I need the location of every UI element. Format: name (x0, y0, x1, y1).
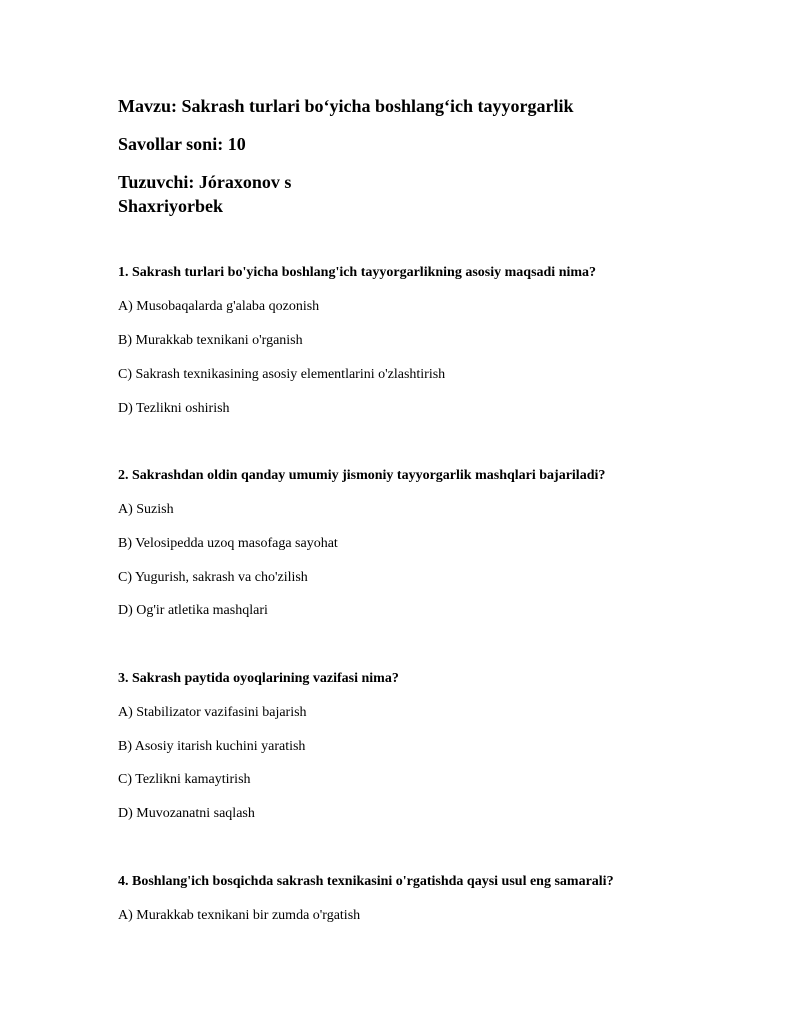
question-2-option-d: D) Og'ir atletika mashqlari (118, 603, 268, 618)
question-3-option-d: D) Muvozanatni saqlash (118, 806, 255, 821)
question-2-option-b: B) Velosipedda uzoq masofaga sayohat (118, 536, 338, 551)
question-2-text: 2. Sakrashdan oldin qanday umumiy jismoniy tayyorgarlik mashqlari bajariladi? (118, 468, 606, 483)
question-4-option-a: A) Murakkab texnikani bir zumda o'rgatish (118, 908, 361, 923)
question-1-option-b: B) Murakkab texnikani o'rganish (118, 333, 303, 348)
question-1-text: 1. Sakrash turlari bo'yicha boshlang'ich tayyorgarlikning asosiy maqsadi nima? (118, 265, 597, 280)
question-count-heading: Savollar soni: 10 (118, 134, 246, 154)
question-3-text: 3. Sakrash paytida oyoqlarining vazifasi nima? (118, 671, 399, 686)
question-2-option-c: C) Yugurish, sakrash va cho'zilish (118, 570, 308, 585)
question-1-option-a: A) Musobaqalarda g'alaba qozonish (118, 299, 320, 314)
question-1-option-c: C) Sakrash texnikasining asosiy elementlarini o'zlashtirish (118, 367, 446, 382)
question-3-option-b: B) Asosiy itarish kuchini yaratish (118, 739, 306, 754)
topic-heading: Mavzu: Sakrash turlari bo‘yicha boshlang‘ich tayyorgarlik (118, 96, 574, 116)
question-4-text: 4. Boshlang'ich bosqichda sakrash texnikasini o'rgatishda qaysi usul eng samarali? (118, 874, 614, 889)
question-3-option-a: A) Stabilizator vazifasini bajarish (118, 705, 307, 720)
question-2-option-a: A) Suzish (118, 502, 174, 517)
question-1-option-d: D) Tezlikni oshirish (118, 401, 230, 416)
author-heading-line-1: Tuzuvchi: Jóraxonov s (118, 172, 292, 192)
author-heading-line-2: Shaxriyorbek (118, 196, 224, 216)
question-3-option-c: C) Tezlikni kamaytirish (118, 772, 251, 787)
